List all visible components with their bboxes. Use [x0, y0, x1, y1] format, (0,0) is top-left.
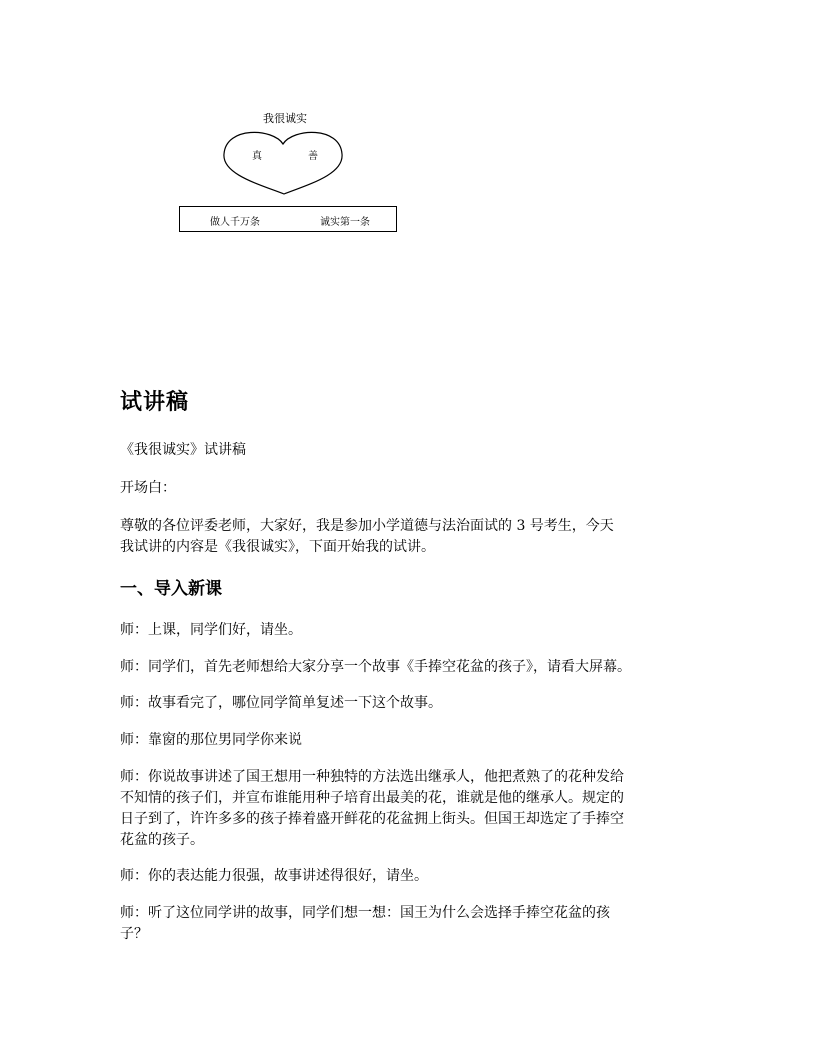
- paragraph: 师：故事看完了，哪位同学简单复述一下这个故事。: [120, 695, 442, 711]
- paragraph-line: 师：你说故事讲述了国王想用一种独特的方法选出继承人，他把煮熟了的花种发给: [120, 769, 624, 785]
- motto-right: 诚实第一条: [320, 217, 370, 228]
- motto-box: [179, 206, 397, 232]
- document-subtitle: 《我很诚实》试讲稿: [120, 442, 246, 458]
- paragraph-line: 不知情的孩子们，并宣布谁能用种子培育出最美的花，谁就是他的继承人。规定的: [120, 790, 624, 806]
- diagram-title: 我很诚实: [263, 112, 307, 125]
- blackboard-diagram: [0, 0, 816, 260]
- section-heading: 一、导入新课: [120, 579, 222, 599]
- motto-left: 做人千万条: [210, 217, 260, 228]
- paragraph: 师：你的表达能力很强，故事讲述得很好，请坐。: [120, 868, 428, 884]
- paragraph: 师：同学们，首先老师想给大家分享一个故事《手捧空花盆的孩子》，请看大屏幕。: [120, 659, 631, 675]
- heart-word-right: 善: [308, 151, 318, 162]
- heart-shape: [218, 126, 348, 198]
- paragraph-line: 子？: [120, 926, 148, 942]
- document-title: 试讲稿: [120, 389, 190, 415]
- opening-line-2: 我试讲的内容是《我很诚实》，下面开始我的试讲。: [120, 539, 435, 555]
- heart-word-left: 真: [252, 151, 262, 162]
- paragraph: 师：靠窗的那位男同学你来说: [120, 732, 302, 748]
- opening-label: 开场白：: [120, 480, 176, 496]
- paragraph-line: 花盆的孩子。: [120, 832, 204, 848]
- opening-line-1: 尊敬的各位评委老师，大家好，我是参加小学道德与法治面试的 3 号考生，今天: [120, 518, 614, 534]
- paragraph-line: 师：听了这位同学讲的故事，同学们想一想：国王为什么会选择手捧空花盆的孩: [120, 905, 610, 921]
- paragraph: 师：上课，同学们好，请坐。: [120, 622, 302, 638]
- paragraph-line: 日子到了，许许多多的孩子捧着盛开鲜花的花盆拥上街头。但国王却选定了手捧空: [120, 811, 624, 827]
